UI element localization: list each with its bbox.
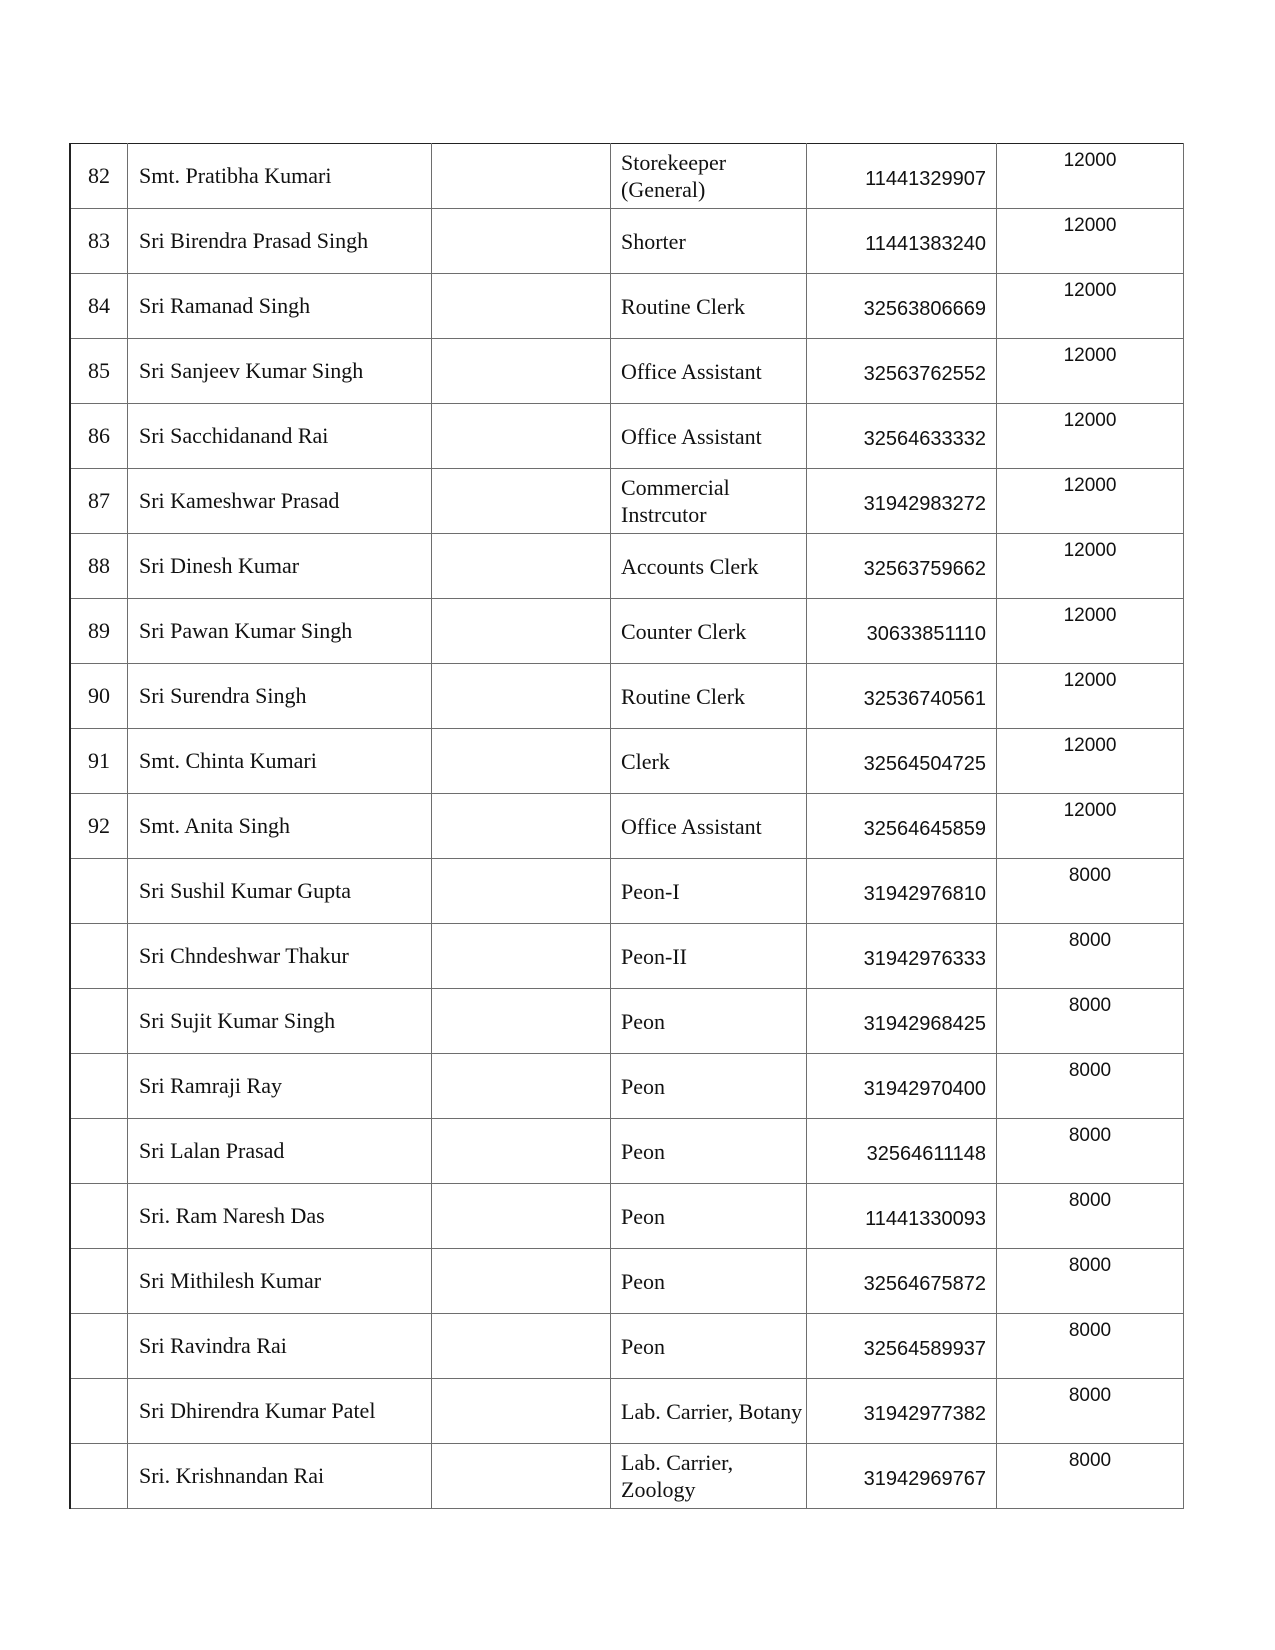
designation-cell: Lab. Carrier, Botany	[611, 1379, 807, 1444]
account-number-cell: 31942976333	[807, 924, 997, 989]
table-row	[70, 989, 1184, 1054]
amount-cell	[997, 664, 1184, 729]
empty-cell	[432, 1184, 611, 1249]
empty-cell	[432, 1054, 611, 1119]
employee-name-cell: Smt. Anita Singh	[128, 794, 432, 859]
account-number-cell: 31942968425	[807, 989, 997, 1054]
account-number-cell: 31942976810	[807, 859, 997, 924]
amount-value: 12000	[1063, 410, 1117, 431]
designation-cell: Peon	[611, 1184, 807, 1249]
staff-table	[69, 143, 1184, 1509]
account-number-cell: 11441383240	[807, 209, 997, 274]
amount-cell	[997, 729, 1184, 794]
amount-value: 12000	[1063, 540, 1117, 561]
table-row	[70, 1119, 1184, 1184]
serial-number-cell: 83	[70, 209, 128, 274]
empty-cell	[432, 534, 611, 599]
table-row	[70, 534, 1184, 599]
serial-number-cell	[70, 1119, 128, 1184]
amount-value: 8000	[1068, 995, 1112, 1016]
serial-number-cell	[70, 1249, 128, 1314]
amount-cell	[997, 1119, 1184, 1184]
serial-number-cell	[70, 859, 128, 924]
employee-name-cell: Sri Birendra Prasad Singh	[128, 209, 432, 274]
empty-cell	[432, 664, 611, 729]
table-row	[70, 1054, 1184, 1119]
employee-name-cell: Sri. Krishnandan Rai	[128, 1444, 432, 1509]
serial-number-cell: 91	[70, 729, 128, 794]
amount-cell	[997, 599, 1184, 664]
account-number-cell: 32563762552	[807, 339, 997, 404]
employee-name-cell: Sri Lalan Prasad	[128, 1119, 432, 1184]
table-row	[70, 859, 1184, 924]
table-row	[70, 1249, 1184, 1314]
amount-value: 8000	[1068, 1320, 1112, 1341]
amount-cell	[997, 274, 1184, 339]
amount-value: 8000	[1068, 865, 1112, 886]
account-number-cell: 32564589937	[807, 1314, 997, 1379]
account-number-cell: 32564645859	[807, 794, 997, 859]
table-row	[70, 144, 1184, 209]
table-row	[70, 1444, 1184, 1509]
table-row	[70, 209, 1184, 274]
serial-number-cell: 85	[70, 339, 128, 404]
amount-cell	[997, 1249, 1184, 1314]
account-number-cell: 32564611148	[807, 1119, 997, 1184]
account-number-cell: 32536740561	[807, 664, 997, 729]
designation-cell: Lab. Carrier, Zoology	[611, 1444, 807, 1509]
account-number-cell: 32563806669	[807, 274, 997, 339]
amount-cell	[997, 209, 1184, 274]
table-row	[70, 729, 1184, 794]
designation-cell: Peon-I	[611, 859, 807, 924]
account-number-cell: 32563759662	[807, 534, 997, 599]
account-number-cell: 31942969767	[807, 1444, 997, 1509]
amount-cell	[997, 469, 1184, 534]
empty-cell	[432, 1119, 611, 1184]
amount-value: 8000	[1068, 1385, 1112, 1406]
empty-cell	[432, 469, 611, 534]
designation-cell: Office Assistant	[611, 794, 807, 859]
amount-cell	[997, 404, 1184, 469]
amount-cell	[997, 1379, 1184, 1444]
employee-name-cell: Smt. Pratibha Kumari	[128, 144, 432, 209]
designation-cell: Clerk	[611, 729, 807, 794]
table-row	[70, 339, 1184, 404]
amount-value: 12000	[1063, 670, 1117, 691]
amount-value: 8000	[1068, 930, 1112, 951]
amount-cell	[997, 989, 1184, 1054]
employee-name-cell: Sri Ramraji Ray	[128, 1054, 432, 1119]
empty-cell	[432, 924, 611, 989]
designation-cell: Routine Clerk	[611, 274, 807, 339]
empty-cell	[432, 1314, 611, 1379]
serial-number-cell: 82	[70, 144, 128, 209]
designation-cell: Office Assistant	[611, 339, 807, 404]
empty-cell	[432, 1379, 611, 1444]
account-number-cell: 30633851110	[807, 599, 997, 664]
designation-cell: Accounts Clerk	[611, 534, 807, 599]
designation-cell: Office Assistant	[611, 404, 807, 469]
designation-cell: Routine Clerk	[611, 664, 807, 729]
serial-number-cell	[70, 989, 128, 1054]
empty-cell	[432, 339, 611, 404]
serial-number-cell	[70, 1379, 128, 1444]
employee-name-cell: Sri Chndeshwar Thakur	[128, 924, 432, 989]
table-row	[70, 794, 1184, 859]
table-row	[70, 274, 1184, 339]
serial-number-cell: 89	[70, 599, 128, 664]
table-row	[70, 1184, 1184, 1249]
serial-number-cell: 86	[70, 404, 128, 469]
serial-number-cell	[70, 1444, 128, 1509]
amount-value: 8000	[1068, 1190, 1112, 1211]
employee-name-cell: Smt. Chinta Kumari	[128, 729, 432, 794]
amount-value: 12000	[1063, 605, 1117, 626]
amount-value: 8000	[1068, 1060, 1112, 1081]
employee-name-cell: Sri Sanjeev Kumar Singh	[128, 339, 432, 404]
table-row	[70, 924, 1184, 989]
designation-cell: Peon	[611, 1119, 807, 1184]
empty-cell	[432, 794, 611, 859]
designation-cell: Counter Clerk	[611, 599, 807, 664]
amount-value: 12000	[1063, 345, 1117, 366]
employee-name-cell: Sri Ramanad Singh	[128, 274, 432, 339]
employee-name-cell: Sri Sujit Kumar Singh	[128, 989, 432, 1054]
table-row	[70, 1314, 1184, 1379]
amount-cell	[997, 1314, 1184, 1379]
amount-value: 12000	[1063, 280, 1117, 301]
account-number-cell: 31942977382	[807, 1379, 997, 1444]
employee-name-cell: Sri Surendra Singh	[128, 664, 432, 729]
empty-cell	[432, 144, 611, 209]
designation-cell: Peon	[611, 1249, 807, 1314]
account-number-cell: 31942970400	[807, 1054, 997, 1119]
designation-cell: Peon	[611, 989, 807, 1054]
amount-value: 12000	[1063, 150, 1117, 171]
amount-value: 12000	[1063, 475, 1117, 496]
account-number-cell: 11441330093	[807, 1184, 997, 1249]
amount-cell	[997, 1444, 1184, 1509]
amount-value: 12000	[1063, 800, 1117, 821]
empty-cell	[432, 1249, 611, 1314]
amount-value: 8000	[1068, 1450, 1112, 1471]
serial-number-cell: 88	[70, 534, 128, 599]
employee-name-cell: Sri Sushil Kumar Gupta	[128, 859, 432, 924]
designation-cell: Commercial Instrcutor	[611, 469, 807, 534]
staff-table-body	[70, 144, 1184, 1509]
amount-value: 12000	[1063, 735, 1117, 756]
account-number-cell: 32564504725	[807, 729, 997, 794]
account-number-cell: 32564675872	[807, 1249, 997, 1314]
account-number-cell: 11441329907	[807, 144, 997, 209]
amount-value: 8000	[1068, 1255, 1112, 1276]
employee-name-cell: Sri Dhirendra Kumar Patel	[128, 1379, 432, 1444]
serial-number-cell	[70, 924, 128, 989]
employee-name-cell: Sri. Ram Naresh Das	[128, 1184, 432, 1249]
empty-cell	[432, 404, 611, 469]
amount-cell	[997, 1184, 1184, 1249]
amount-cell	[997, 1054, 1184, 1119]
designation-cell: Peon	[611, 1314, 807, 1379]
serial-number-cell	[70, 1054, 128, 1119]
amount-cell	[997, 144, 1184, 209]
amount-value: 12000	[1063, 215, 1117, 236]
account-number-cell: 32564633332	[807, 404, 997, 469]
empty-cell	[432, 209, 611, 274]
table-row	[70, 599, 1184, 664]
amount-cell	[997, 339, 1184, 404]
employee-name-cell: Sri Pawan Kumar Singh	[128, 599, 432, 664]
amount-cell	[997, 794, 1184, 859]
amount-value: 8000	[1068, 1125, 1112, 1146]
amount-cell	[997, 534, 1184, 599]
employee-name-cell: Sri Sacchidanand Rai	[128, 404, 432, 469]
serial-number-cell	[70, 1314, 128, 1379]
table-row	[70, 664, 1184, 729]
designation-cell: Storekeeper (General)	[611, 144, 807, 209]
empty-cell	[432, 1444, 611, 1509]
employee-name-cell: Sri Dinesh Kumar	[128, 534, 432, 599]
designation-cell: Peon-II	[611, 924, 807, 989]
account-number-cell: 31942983272	[807, 469, 997, 534]
amount-cell	[997, 924, 1184, 989]
employee-name-cell: Sri Ravindra Rai	[128, 1314, 432, 1379]
employee-name-cell: Sri Kameshwar Prasad	[128, 469, 432, 534]
empty-cell	[432, 599, 611, 664]
table-row	[70, 404, 1184, 469]
serial-number-cell	[70, 1184, 128, 1249]
empty-cell	[432, 274, 611, 339]
designation-cell: Peon	[611, 1054, 807, 1119]
table-row	[70, 469, 1184, 534]
serial-number-cell: 84	[70, 274, 128, 339]
serial-number-cell: 92	[70, 794, 128, 859]
empty-cell	[432, 859, 611, 924]
serial-number-cell: 90	[70, 664, 128, 729]
table-row	[70, 1379, 1184, 1444]
employee-name-cell: Sri Mithilesh Kumar	[128, 1249, 432, 1314]
serial-number-cell: 87	[70, 469, 128, 534]
empty-cell	[432, 729, 611, 794]
amount-cell	[997, 859, 1184, 924]
designation-cell: Shorter	[611, 209, 807, 274]
empty-cell	[432, 989, 611, 1054]
